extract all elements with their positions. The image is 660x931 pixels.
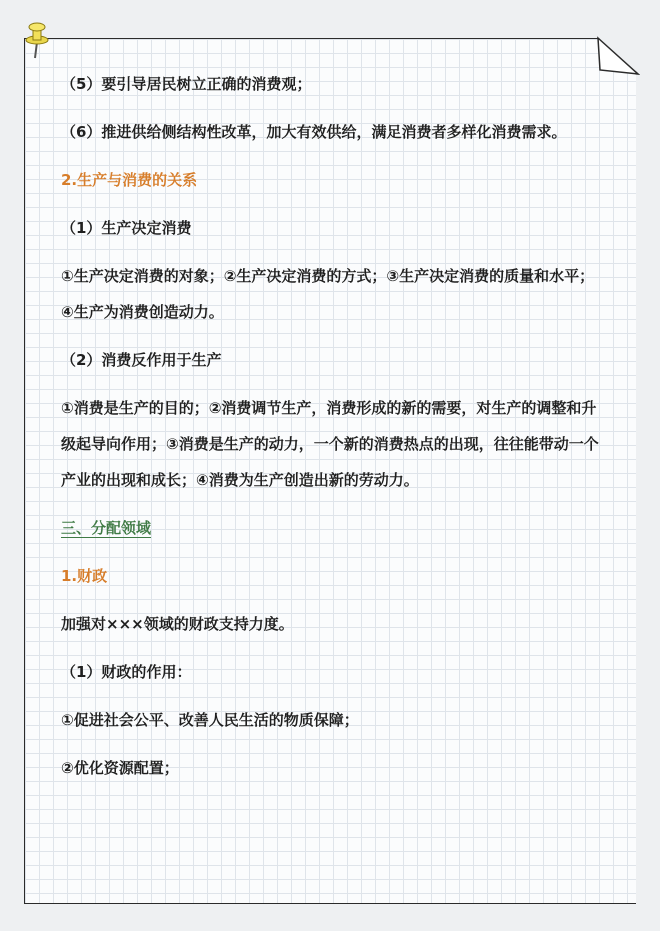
pushpin-icon	[22, 20, 52, 60]
paragraph-consumption-reacts: ①消费是生产的目的；②消费调节生产，消费形成的新的需要，对生产的调整和升级起导向作用；③消费是生产的动力，一个新的消费热点的出现，往往能带动一个产业的出现和成长；④消费为生产创造出新的劳动力。	[61, 399, 599, 489]
paragraph-finance-support: 加强对×××领域的财政支持力度。	[61, 615, 294, 633]
subheading-production-decides: （1）生产决定消费	[61, 219, 192, 237]
paragraph-production-decides: ①生产决定消费的对象；②生产决定消费的方式；③生产决定消费的质量和水平；④生产为消费创造动力。	[61, 267, 595, 321]
page-fold-icon	[596, 36, 640, 76]
content	[61, 66, 601, 786]
item-5: （5）要引导居民树立正确的消费观；	[61, 75, 312, 93]
heading-distribution: 三、分配领域	[61, 519, 152, 537]
subheading-finance-role: （1）财政的作用：	[61, 663, 192, 681]
heading-finance: 1.财政	[61, 567, 108, 585]
heading-production-consumption: 2.生产与消费的关系	[61, 171, 198, 189]
item-social-fairness: ①促进社会公平、改善人民生活的物质保障；	[61, 711, 359, 729]
item-resource-allocation: ②优化资源配置；	[61, 759, 179, 777]
item-6: （6）推进供给侧结构性改革，加大有效供给，满足消费者多样化消费需求。	[61, 123, 567, 141]
subheading-consumption-reacts: （2）消费反作用于生产	[61, 351, 222, 369]
